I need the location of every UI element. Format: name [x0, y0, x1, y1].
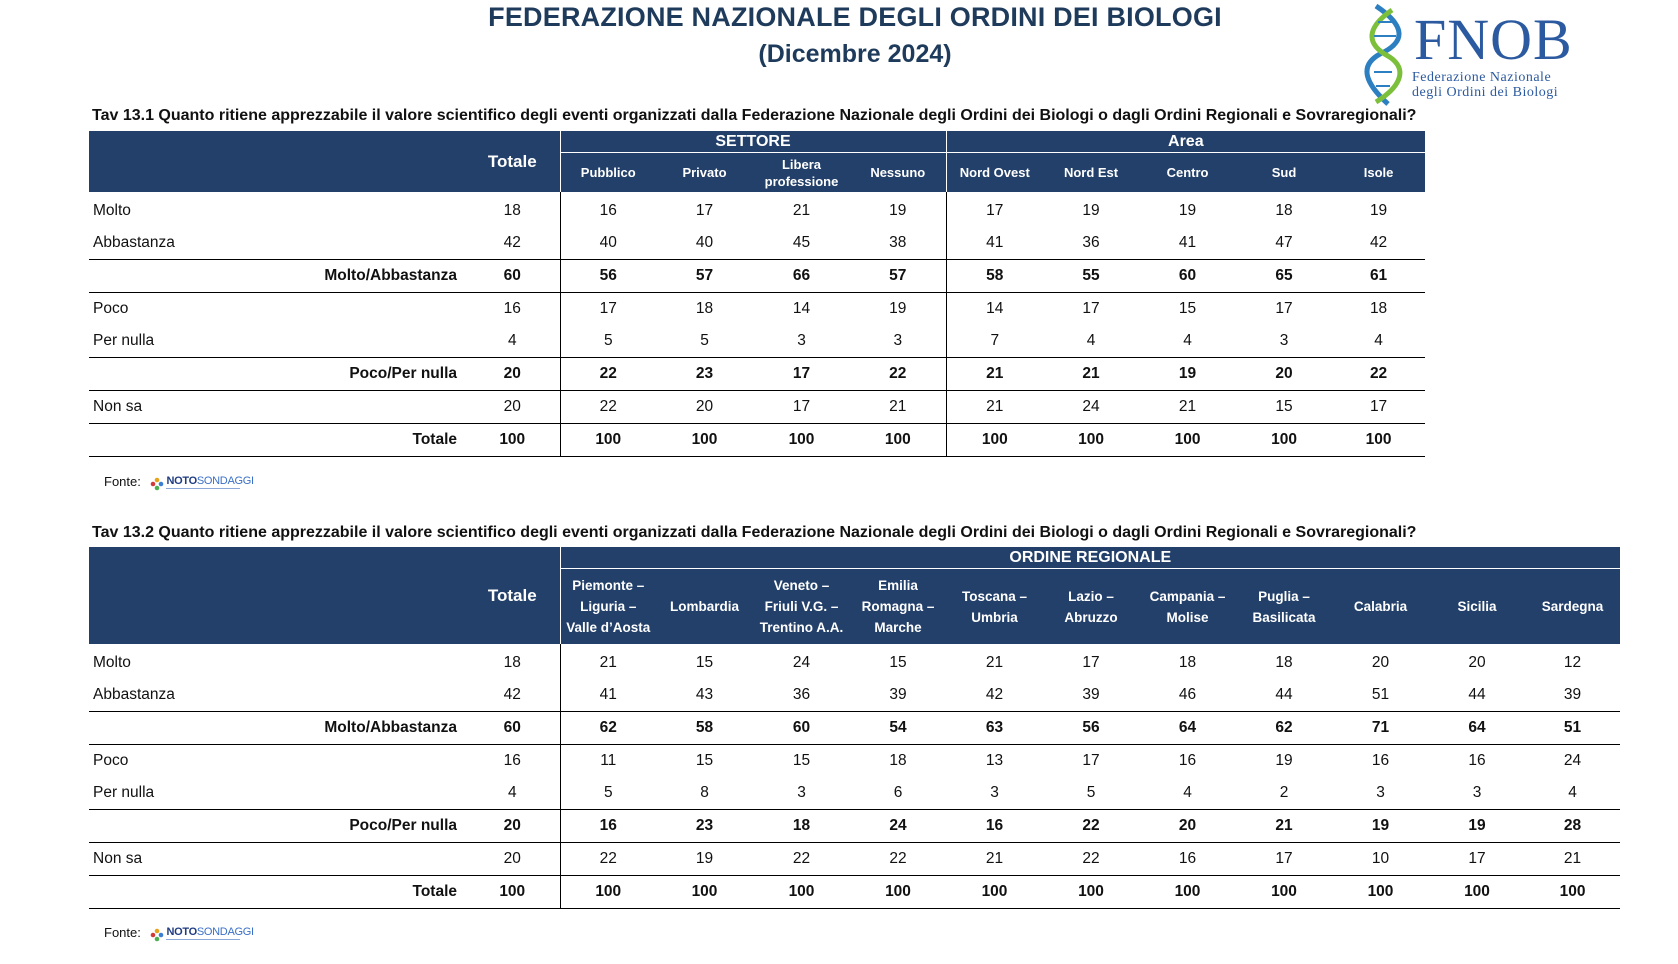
value-cell: 65	[1236, 260, 1332, 293]
value-cell: 21	[985, 654, 1004, 671]
table-row	[89, 391, 1425, 424]
value-cell: 21	[946, 358, 1043, 391]
table-row	[89, 876, 1620, 909]
column-header-line: Lazio –	[1068, 588, 1114, 604]
column-header-line: Sicilia	[1457, 599, 1497, 615]
value-cell: 19	[1332, 810, 1429, 843]
value-cell: 51	[1525, 712, 1620, 745]
column-header-line: Abruzzo	[1064, 609, 1118, 625]
value-cell: 22	[1332, 358, 1425, 391]
value-cell: 18	[753, 810, 850, 843]
row-label: Poco/Per nulla	[89, 810, 465, 843]
table-row	[89, 325, 1425, 358]
totale-cell: 4	[507, 332, 517, 349]
table-row	[89, 745, 1620, 778]
value-cell: 3	[990, 784, 999, 801]
value-cell: 19	[1369, 202, 1388, 219]
value-cell: 100	[946, 424, 1043, 457]
totale-cell: 60	[465, 260, 560, 293]
value-cell: 5	[1086, 784, 1096, 801]
table-row	[89, 358, 1425, 391]
value-cell: 100	[656, 424, 753, 457]
value-cell: 42	[985, 686, 1004, 703]
totale-cell: 42	[503, 686, 521, 703]
value-cell: 54	[850, 712, 946, 745]
value-cell: 40	[560, 227, 656, 260]
value-cell: 15	[695, 752, 714, 769]
value-cell: 15	[889, 654, 907, 671]
value-cell: 41	[560, 679, 656, 712]
table2	[89, 547, 1620, 909]
table2-group-ordine-regionale: ORDINE REGIONALE	[560, 547, 1620, 569]
value-cell: 3	[797, 784, 806, 801]
value-cell: 58	[946, 260, 1043, 293]
table2-column-header	[1429, 569, 1525, 644]
logo-subline-1: Federazione Nazionale	[1412, 70, 1552, 85]
value-cell: 38	[889, 234, 907, 251]
value-cell: 16	[560, 195, 656, 227]
totale-cell: 60	[465, 712, 560, 745]
value-cell: 100	[946, 876, 1043, 909]
value-cell: 100	[560, 876, 656, 909]
table-row	[89, 777, 1620, 810]
value-cell: 100	[1236, 424, 1332, 457]
value-cell: 100	[850, 876, 946, 909]
value-cell: 22	[850, 843, 946, 876]
table2-column-header	[1139, 569, 1236, 644]
value-cell: 100	[1236, 876, 1332, 909]
value-cell: 16	[1178, 752, 1197, 769]
table1-column-header: Pubblico	[560, 153, 656, 192]
value-cell: 14	[946, 293, 1043, 326]
totale-cell: 100	[465, 424, 560, 457]
logo-text-light: SONDAGGI	[196, 925, 254, 938]
value-cell: 17	[753, 358, 850, 391]
value-cell: 100	[753, 876, 850, 909]
table2-column-header	[1332, 569, 1429, 644]
value-cell: 40	[695, 234, 714, 251]
logo-subline-2: degli Ordini dei Biologi	[1412, 85, 1559, 100]
value-cell: 16	[1139, 843, 1236, 876]
table-row	[89, 293, 1425, 326]
value-cell: 19	[1429, 810, 1525, 843]
table1-column-header: Nord Ovest	[946, 153, 1043, 192]
value-cell: 4	[1183, 332, 1192, 349]
value-cell: 100	[1525, 876, 1620, 909]
column-header-line: Toscana –	[961, 588, 1028, 604]
value-cell: 3	[1279, 332, 1289, 349]
value-cell: 62	[1236, 712, 1332, 745]
table2-column-header	[753, 569, 850, 644]
value-cell: 60	[1139, 260, 1236, 293]
value-cell: 24	[1563, 752, 1582, 769]
value-cell: 22	[560, 843, 656, 876]
logo-text-light: SONDAGGI	[196, 474, 254, 487]
logo-text-bold: NOTO	[166, 925, 197, 938]
column-header-line: Piemonte –	[572, 578, 645, 594]
table1-column-header: Isole	[1332, 153, 1425, 192]
value-cell: 21	[1525, 843, 1620, 876]
value-cell: 4	[1183, 784, 1192, 801]
totale-cell: 4	[507, 784, 517, 801]
value-cell: 15	[1178, 300, 1197, 317]
value-cell: 21	[560, 647, 656, 679]
row-label: Poco	[93, 752, 129, 769]
value-cell: 17	[1332, 391, 1425, 424]
table-row	[89, 647, 1620, 679]
dna-helix-icon	[1362, 2, 1412, 108]
column-header-line: Emilia	[878, 578, 918, 594]
value-cell: 17	[1082, 300, 1100, 317]
value-cell: 7	[946, 325, 1043, 358]
totale-cell: 18	[503, 654, 521, 671]
table2-header-totale: Totale	[465, 547, 560, 644]
row-label: Totale	[89, 876, 465, 909]
column-header-line: Puglia –	[1258, 588, 1310, 604]
value-cell: 100	[1139, 876, 1236, 909]
value-cell: 10	[1332, 843, 1429, 876]
value-cell: 19	[1082, 202, 1100, 219]
value-cell: 100	[560, 424, 656, 457]
column-header-line: Veneto –	[773, 578, 830, 594]
value-cell: 21	[946, 391, 1043, 424]
value-cell: 13	[985, 752, 1004, 769]
value-cell: 4	[1568, 784, 1577, 801]
table-row	[89, 679, 1620, 712]
row-label: Non sa	[89, 843, 465, 876]
row-label: Non sa	[89, 391, 465, 424]
value-cell: 17	[1236, 843, 1332, 876]
source-label: Fonte:	[104, 474, 141, 489]
value-cell: 71	[1332, 712, 1429, 745]
value-cell: 23	[656, 358, 753, 391]
column-header-line: Umbria	[971, 609, 1018, 625]
table2-source	[104, 925, 254, 942]
value-cell: 41	[946, 227, 1043, 260]
table-row	[89, 810, 1620, 843]
table2-column-header	[1236, 569, 1332, 644]
table1-column-header: Nord Est	[1043, 153, 1139, 192]
noto-sondaggi-logo	[150, 474, 254, 491]
value-cell: 19	[1139, 358, 1236, 391]
value-cell: 45	[792, 234, 811, 251]
value-cell: 24	[850, 810, 946, 843]
table1-column-header: Nessuno	[850, 153, 946, 192]
value-cell: 22	[560, 358, 656, 391]
totale-cell: 18	[503, 202, 521, 219]
totale-cell: 20	[465, 843, 560, 876]
totale-cell: 42	[503, 234, 521, 251]
value-cell: 15	[792, 752, 811, 769]
value-cell: 4	[1374, 332, 1383, 349]
table1-column-header: Centro	[1139, 153, 1236, 192]
value-cell: 11	[560, 745, 656, 778]
value-cell: 20	[1139, 810, 1236, 843]
column-header-line: Lombardia	[669, 599, 739, 615]
value-cell: 17	[1429, 843, 1525, 876]
table2-column-header	[560, 569, 656, 644]
table1	[89, 131, 1425, 457]
value-cell: 56	[560, 260, 656, 293]
value-cell: 3	[1472, 784, 1482, 801]
value-cell: 5	[560, 777, 656, 810]
value-cell: 15	[1236, 391, 1332, 424]
column-header-line: Campania –	[1149, 588, 1226, 604]
value-cell: 19	[1275, 752, 1293, 769]
table-row	[89, 260, 1425, 293]
table2-column-header	[1525, 569, 1620, 644]
value-cell: 24	[792, 654, 811, 671]
value-cell: 58	[656, 712, 753, 745]
value-cell: 60	[753, 712, 850, 745]
value-cell: 19	[889, 300, 907, 317]
value-cell: 66	[753, 260, 850, 293]
table1-header-blank	[89, 131, 465, 192]
value-cell: 100	[1043, 876, 1139, 909]
column-header-line: Trentino A.A.	[759, 620, 844, 636]
table-row	[89, 843, 1620, 876]
value-cell: 18	[1275, 654, 1293, 671]
value-cell: 17	[695, 202, 714, 219]
value-cell: 36	[1082, 234, 1100, 251]
row-label: Molto	[93, 202, 131, 219]
value-cell: 39	[889, 686, 907, 703]
source-label: Fonte:	[104, 925, 141, 940]
value-cell: 43	[695, 686, 714, 703]
value-cell: 56	[1043, 712, 1139, 745]
table-row	[89, 195, 1425, 227]
value-cell: 20	[1236, 358, 1332, 391]
value-cell: 22	[560, 391, 656, 424]
value-cell: 21	[1139, 391, 1236, 424]
value-cell: 21	[792, 202, 811, 219]
table1-source	[104, 474, 254, 491]
value-cell: 2	[1279, 784, 1289, 801]
value-cell: 18	[1369, 300, 1388, 317]
value-cell: 15	[695, 654, 714, 671]
value-cell: 64	[1429, 712, 1525, 745]
value-cell: 16	[946, 810, 1043, 843]
value-cell: 19	[1178, 202, 1197, 219]
totale-cell: 20	[465, 391, 560, 424]
table-row	[89, 712, 1620, 745]
value-cell: 18	[889, 752, 907, 769]
value-cell: 100	[1332, 424, 1425, 457]
value-cell: 16	[1468, 752, 1486, 769]
value-cell: 20	[656, 391, 753, 424]
value-cell: 57	[656, 260, 753, 293]
value-cell: 36	[792, 686, 811, 703]
row-label: Per nulla	[93, 332, 155, 349]
value-cell: 19	[889, 202, 907, 219]
value-cell: 41	[1178, 234, 1197, 251]
column-header-line: Liguria –	[580, 599, 637, 615]
value-cell: 21	[1236, 810, 1332, 843]
page-title: FEDERAZIONE NAZIONALE DEGLI ORDINI DEI BIOLOGI	[488, 2, 1222, 32]
row-label: Totale	[89, 424, 465, 457]
value-cell: 21	[1043, 358, 1139, 391]
value-cell: 20	[1371, 654, 1390, 671]
value-cell: 64	[1139, 712, 1236, 745]
value-cell: 100	[1043, 424, 1139, 457]
value-cell: 18	[1275, 202, 1293, 219]
value-cell: 22	[850, 358, 946, 391]
table2-header-blank	[89, 547, 465, 644]
value-cell: 100	[1332, 876, 1429, 909]
column-header-line: Romagna –	[861, 599, 935, 615]
logo-wordmark: FNOB	[1414, 7, 1573, 72]
value-cell: 63	[946, 712, 1043, 745]
value-cell: 28	[1525, 810, 1620, 843]
row-label: Abbastanza	[93, 234, 175, 251]
table-row	[89, 424, 1425, 457]
value-cell: 22	[1043, 843, 1139, 876]
value-cell: 100	[850, 424, 946, 457]
value-cell: 4	[1086, 332, 1096, 349]
table1-group-area: Area	[946, 131, 1425, 153]
table1-column-header: Libera professione	[753, 153, 850, 192]
value-cell: 21	[946, 843, 1043, 876]
row-label: Molto/Abbastanza	[89, 712, 465, 745]
totale-cell: 20	[465, 810, 560, 843]
value-cell: 19	[656, 843, 753, 876]
column-header-line: Molise	[1166, 609, 1209, 625]
value-cell: 17	[560, 293, 656, 326]
table1-group-settore: SETTORE	[560, 131, 946, 153]
column-header-line: Valle d’Aosta	[566, 620, 651, 636]
value-cell: 12	[1563, 654, 1582, 671]
row-label: Poco/Per nulla	[89, 358, 465, 391]
value-cell: 17	[1082, 654, 1100, 671]
value-cell: 24	[1043, 391, 1139, 424]
column-header-line: Basilicata	[1252, 609, 1316, 625]
table2-column-header	[850, 569, 946, 644]
table2-title: Tav 13.2 Quanto ritiene apprezzabile il valore scientifico degli eventi organizzati dalla Federazione Nazionale degli Ordini dei Biologi o dagli Ordini Regionali e Sovraregionali?	[92, 524, 1417, 541]
table2-column-header	[946, 569, 1043, 644]
page-subtitle: (Dicembre 2024)	[758, 40, 952, 68]
row-label: Per nulla	[93, 784, 155, 801]
value-cell: 21	[850, 391, 946, 424]
row-label: Molto/Abbastanza	[89, 260, 465, 293]
value-cell: 22	[1043, 810, 1139, 843]
totale-cell: 16	[503, 752, 521, 769]
value-cell: 20	[1468, 654, 1486, 671]
table1-column-header: Sud	[1236, 153, 1332, 192]
value-cell: 39	[1563, 686, 1582, 703]
table2-column-header	[656, 569, 753, 644]
value-cell: 18	[1178, 654, 1197, 671]
value-cell: 17	[753, 391, 850, 424]
row-label: Abbastanza	[93, 686, 175, 703]
noto-sondaggi-logo	[150, 925, 254, 942]
value-cell: 44	[1468, 686, 1486, 703]
value-cell: 62	[560, 712, 656, 745]
totale-cell: 100	[465, 876, 560, 909]
value-cell: 39	[1082, 686, 1100, 703]
row-label: Molto	[93, 654, 131, 671]
totale-cell: 16	[503, 300, 521, 317]
column-header-line: Marche	[874, 620, 922, 636]
fnob-logo	[1362, 2, 1612, 108]
value-cell: 16	[1371, 752, 1390, 769]
value-cell: 23	[656, 810, 753, 843]
value-cell: 3	[1376, 784, 1385, 801]
value-cell: 3	[893, 332, 903, 349]
dots-icon	[150, 928, 164, 942]
column-header-line: Sardegna	[1541, 599, 1604, 615]
value-cell: 44	[1275, 686, 1293, 703]
value-cell: 17	[946, 195, 1043, 227]
value-cell: 17	[1275, 300, 1293, 317]
value-cell: 6	[893, 784, 903, 801]
value-cell: 51	[1371, 686, 1390, 703]
value-cell: 14	[792, 300, 811, 317]
column-header-line: Friuli V.G. –	[764, 599, 839, 615]
column-header-line: Calabria	[1353, 599, 1408, 615]
dots-icon	[150, 477, 164, 491]
table1-title: Tav 13.1 Quanto ritiene apprezzabile il valore scientifico degli eventi organizzati dalla Federazione Nazionale degli Ordini dei Biologi o dagli Ordini Regionali e Sovraregionali?	[92, 107, 1417, 124]
value-cell: 47	[1275, 234, 1293, 251]
table2-column-header	[1043, 569, 1139, 644]
table1-header-totale: Totale	[465, 131, 560, 192]
value-cell: 18	[695, 300, 714, 317]
table-row	[89, 227, 1425, 260]
value-cell: 57	[850, 260, 946, 293]
logo-text-bold: NOTO	[166, 474, 197, 487]
value-cell: 100	[656, 876, 753, 909]
totale-cell: 20	[465, 358, 560, 391]
value-cell: 42	[1369, 234, 1388, 251]
value-cell: 100	[753, 424, 850, 457]
row-label: Poco	[93, 300, 129, 317]
value-cell: 55	[1043, 260, 1139, 293]
value-cell: 8	[700, 784, 709, 801]
value-cell: 5	[700, 332, 709, 349]
value-cell: 61	[1332, 260, 1425, 293]
table1-column-header: Privato	[656, 153, 753, 192]
value-cell: 16	[560, 810, 656, 843]
value-cell: 22	[753, 843, 850, 876]
value-cell: 3	[797, 332, 806, 349]
value-cell: 100	[1139, 424, 1236, 457]
value-cell: 100	[1429, 876, 1525, 909]
value-cell: 46	[1178, 686, 1197, 703]
value-cell: 17	[1082, 752, 1100, 769]
value-cell: 5	[560, 325, 656, 358]
